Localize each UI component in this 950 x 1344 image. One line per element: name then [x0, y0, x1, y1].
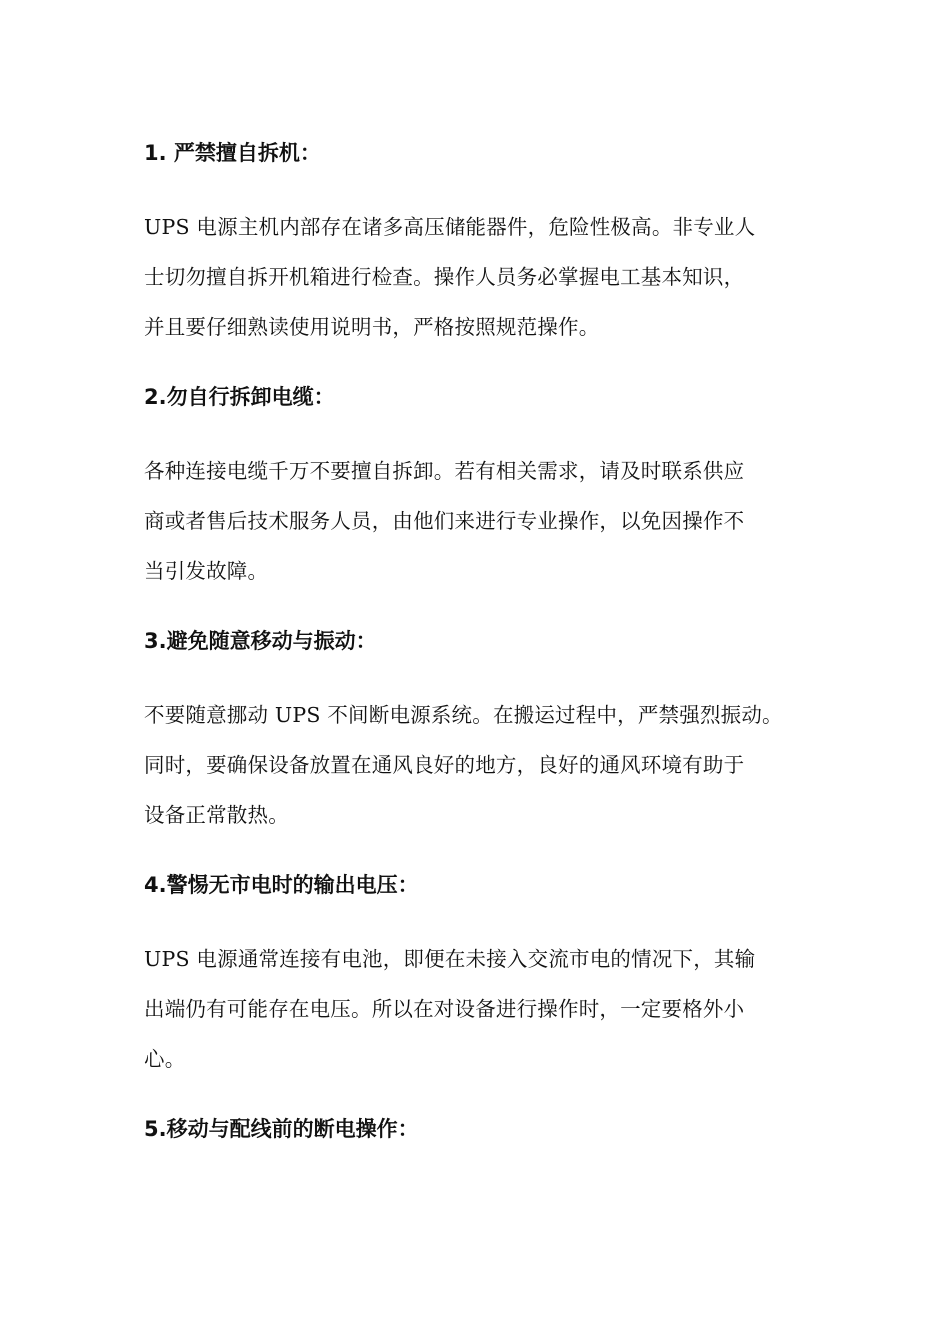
paragraph-line: 心。	[144, 1047, 186, 1071]
paragraph-line: 商或者售后技术服务人员，由他们来进行专业操作，以免因操作不	[144, 509, 745, 533]
paragraph-line: 并且要仔细熟读使用说明书，严格按照规范操作。	[144, 315, 600, 339]
document-content	[144, 138, 814, 1178]
paragraph-line: 各种连接电缆千万不要擅自拆卸。若有相关需求，请及时联系供应	[144, 459, 745, 483]
section-5	[144, 1114, 814, 1144]
section-3	[144, 626, 814, 840]
section-1	[144, 138, 814, 352]
section-2	[144, 382, 814, 596]
section-paragraph	[144, 934, 814, 1084]
paragraph-line: UPS 电源主机内部存在诸多高压储能器件，危险性极高。非专业人	[144, 215, 756, 239]
paragraph-line: 同时，要确保设备放置在通风良好的地方，良好的通风环境有助于	[144, 753, 745, 777]
section-heading: 4.警惕无市电时的输出电压：	[144, 873, 419, 897]
section-4	[144, 870, 814, 1084]
section-paragraph	[144, 690, 814, 840]
section-heading: 3.避免随意移动与振动：	[144, 629, 377, 653]
paragraph-line: 出端仍有可能存在电压。所以在对设备进行操作时，一定要格外小	[144, 997, 745, 1021]
paragraph-line: 设备正常散热。	[144, 803, 289, 827]
paragraph-line: UPS 电源通常连接有电池，即便在未接入交流市电的情况下，其输	[144, 947, 756, 971]
section-heading: 2.勿自行拆卸电缆：	[144, 385, 335, 409]
section-paragraph	[144, 202, 814, 352]
section-heading: 5.移动与配线前的断电操作：	[144, 1117, 419, 1141]
section-heading: 1. 严禁擅自拆机：	[144, 141, 321, 165]
section-paragraph	[144, 446, 814, 596]
paragraph-line: 士切勿擅自拆开机箱进行检查。操作人员务必掌握电工基本知识，	[144, 265, 745, 289]
paragraph-line: 不要随意挪动 UPS 不间断电源系统。在搬运过程中，严禁强烈振动。	[144, 703, 783, 727]
paragraph-line: 当引发故障。	[144, 559, 269, 583]
